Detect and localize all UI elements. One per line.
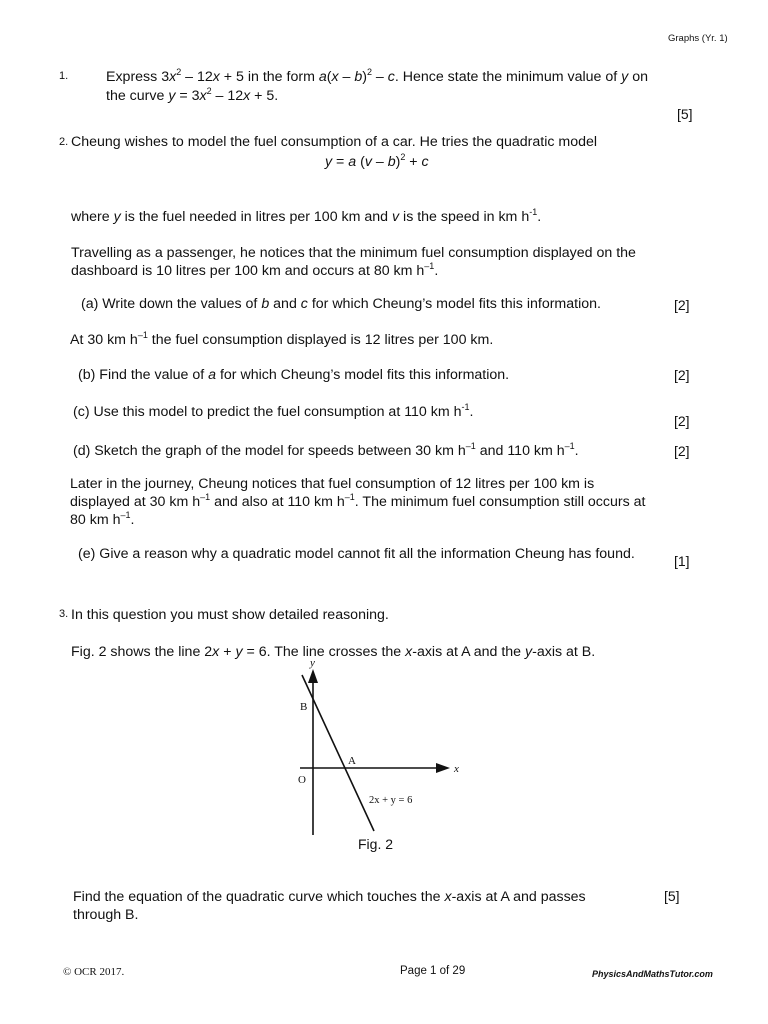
- question-2-number: 2.: [59, 136, 69, 148]
- footer-site: PhysicsAndMathsTutor.com: [592, 969, 713, 979]
- find-equation-line-1: Find the equation of the quadratic curve which touches the x-axis at A and passes: [73, 889, 586, 905]
- line-equation-label: 2x + y = 6: [369, 795, 413, 806]
- question-2-intro: Cheung wishes to model the fuel consumption of a car. He tries the quadratic model: [71, 134, 598, 150]
- part-b-text: (b) Find the value of a for which Cheung’s model fits this information.: [78, 367, 510, 383]
- point-a-label: A: [348, 755, 356, 767]
- variable-definitions: where y is the fuel needed in litres per 100 km and v is the speed in km $h^{-1}$.: [71, 207, 542, 225]
- part-e-marks: [1]: [674, 553, 690, 569]
- figure-description: Fig. 2 shows the line 2x + y = 6. The line crosses the x-axis at A and the y-axis at B.: [71, 644, 596, 660]
- figure-2-graph: [280, 655, 480, 840]
- part-c-marks: [2]: [674, 413, 690, 429]
- travelling-line-1: Travelling as a passenger, he notices that the minimum fuel consumption displayed on the: [71, 245, 636, 261]
- point-b-label: B: [300, 701, 308, 713]
- later-journey-line-3: 80 km $h^{-1}$.: [70, 510, 135, 528]
- part-c-text: (c) Use this model to predict the fuel consumption at 110 km $h^{-1}$.: [73, 402, 474, 420]
- question-3-number: 3.: [59, 608, 69, 620]
- question-1-line-1: Express $3x^2 - 12x + 5$ in the form a(x – b)$^2$ – c. Hence state the minimum value of y on: [106, 67, 648, 85]
- footer-copyright: © OCR 2017.: [63, 966, 125, 978]
- at-30-statement: At 30 km $h^{-1}$ the fuel consumption displayed is 12 litres per 100 km.: [70, 330, 494, 348]
- part-b-marks: [2]: [674, 367, 690, 383]
- y-axis-label: y: [310, 657, 315, 669]
- later-journey-line-1: Later in the journey, Cheung notices that fuel consumption of 12 litres per 100 km is: [70, 476, 595, 492]
- part-e-text: (e) Give a reason why a quadratic model cannot fit all the information Cheung has found.: [78, 546, 635, 562]
- question-1-marks: [5]: [677, 106, 693, 122]
- quadratic-model: y = a (v – b)$^2$ + c: [325, 152, 429, 170]
- x-axis-label: x: [454, 763, 459, 775]
- question-1-line-2: the curve $y = 3x^2 - 12x + 5$.: [106, 86, 279, 104]
- footer-page-number: Page 1 of 29: [400, 965, 466, 977]
- question-1-number: 1.: [59, 70, 69, 82]
- find-equation-line-2: through B.: [73, 907, 139, 923]
- question-3-marks: [5]: [664, 888, 680, 904]
- origin-label: O: [298, 774, 306, 786]
- figure-caption: Fig. 2: [358, 836, 394, 852]
- topic-header: Graphs (Yr. 1): [668, 33, 728, 44]
- part-a-marks: [2]: [674, 297, 690, 313]
- detailed-reasoning-note: In this question you must show detailed reasoning.: [71, 607, 389, 623]
- y-axis-arrow: [308, 669, 318, 683]
- part-a-text: (a) Write down the values of b and c for which Cheung’s model fits this information.: [81, 296, 601, 312]
- part-d-text: (d) Sketch the graph of the model for speeds between 30 km $h^{-1}$ and 110 km $h^{-1}$.: [73, 441, 579, 459]
- part-d-marks: [2]: [674, 443, 690, 459]
- x-axis-arrow: [436, 763, 450, 773]
- travelling-line-2: dashboard is 10 litres per 100 km and occurs at 80 km $h^{-1}$.: [71, 261, 439, 279]
- later-journey-line-2: displayed at 30 km $h^{-1}$ and also at 110 km $h^{-1}$. The minimum fuel consumption still occurs at: [70, 492, 646, 510]
